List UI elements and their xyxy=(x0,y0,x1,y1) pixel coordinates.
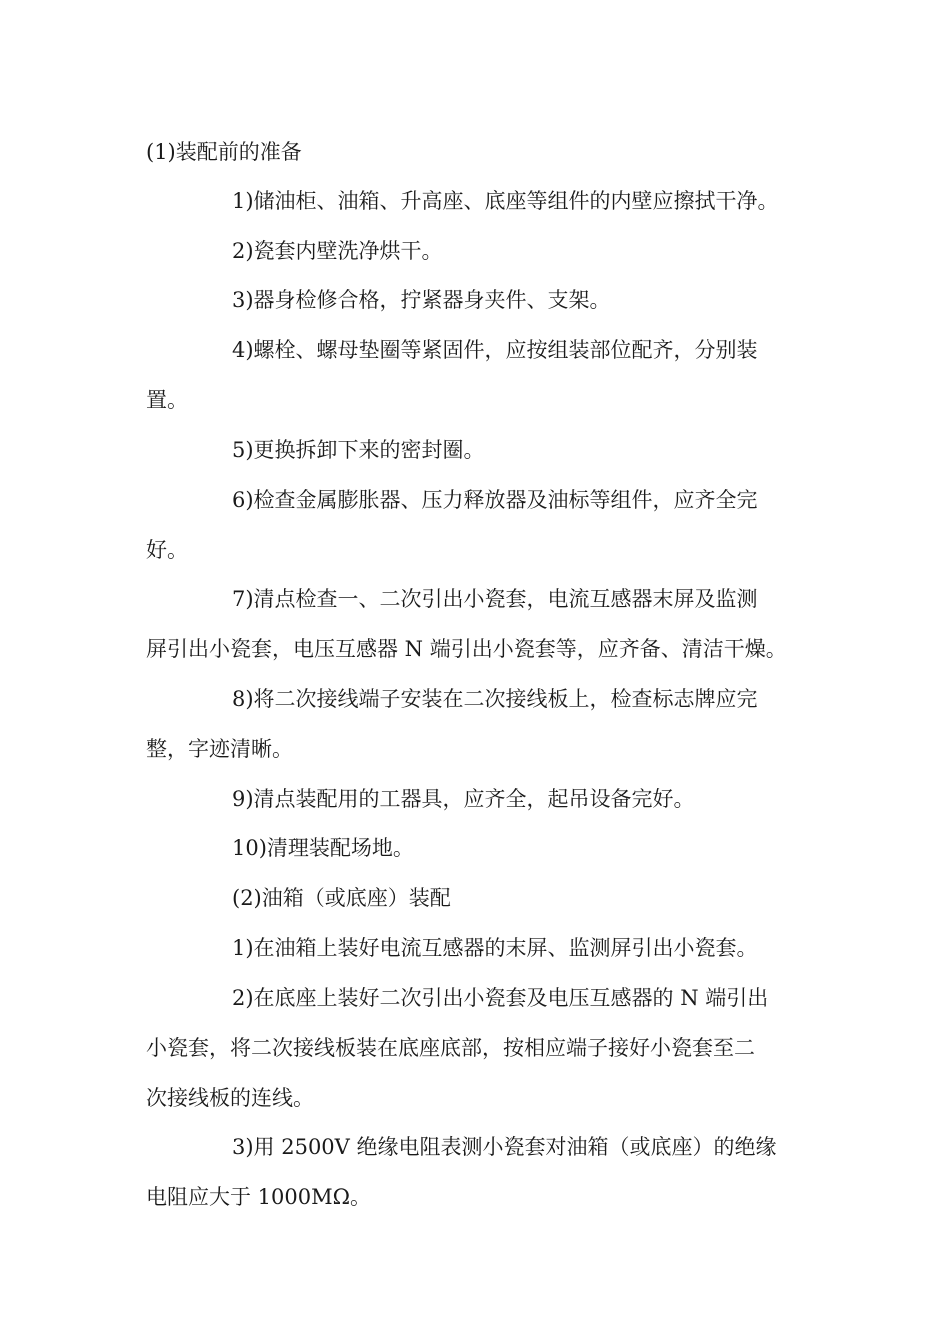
paragraph-line: 7)清点检查一、二次引出小瓷套，电流互感器末屏及监测 xyxy=(232,587,758,611)
paragraph-line: 5)更换拆卸下来的密封圈。 xyxy=(232,438,485,462)
paragraph-line: 9)清点装配用的工器具，应齐全，起吊设备完好。 xyxy=(232,787,695,811)
paragraph-line: 8)将二次接线端子安装在二次接线板上，检查标志牌应完 xyxy=(232,687,758,711)
paragraph-line: 4)螺栓、螺母垫圈等紧固件，应按组装部位配齐，分别装 xyxy=(232,338,758,362)
paragraph-line-continued: 电阻应大于 1000MΩ。 xyxy=(146,1185,372,1209)
section-heading-1: (1)装配前的准备 xyxy=(146,140,302,164)
paragraph-line-continued: 置。 xyxy=(146,388,188,412)
paragraph-line-continued: 屏引出小瓷套，电压互感器 N 端引出小瓷套等，应齐备、清洁干燥。 xyxy=(146,637,787,661)
paragraph-line: 1)在油箱上装好电流互感器的末屏、监测屏引出小瓷套。 xyxy=(232,936,758,960)
paragraph-line-continued: 次接线板的连线。 xyxy=(146,1086,314,1110)
paragraph-line-continued: 小瓷套，将二次接线板装在底座底部，按相应端子接好小瓷套至二 xyxy=(146,1036,755,1060)
paragraph-line: 2)瓷套内壁洗净烘干。 xyxy=(232,239,443,263)
paragraph-line: 1)储油柜、油箱、升高座、底座等组件的内壁应擦拭干净。 xyxy=(232,189,779,213)
paragraph-line-continued: 整，字迹清晰。 xyxy=(146,737,293,761)
paragraph-line-continued: 好。 xyxy=(146,538,188,562)
paragraph-line: 3)器身检修合格，拧紧器身夹件、支架。 xyxy=(232,288,611,312)
paragraph-line: 10)清理装配场地。 xyxy=(232,836,414,860)
paragraph-line: 3)用 2500V 绝缘电阻表测小瓷套对油箱（或底座）的绝缘 xyxy=(232,1135,777,1159)
section-heading-2: (2)油箱（或底座）装配 xyxy=(232,886,451,910)
paragraph-line: 2)在底座上装好二次引出小瓷套及电压互感器的 N 端引出 xyxy=(232,986,769,1010)
paragraph-line: 6)检查金属膨胀器、压力释放器及油标等组件，应齐全完 xyxy=(232,488,758,512)
